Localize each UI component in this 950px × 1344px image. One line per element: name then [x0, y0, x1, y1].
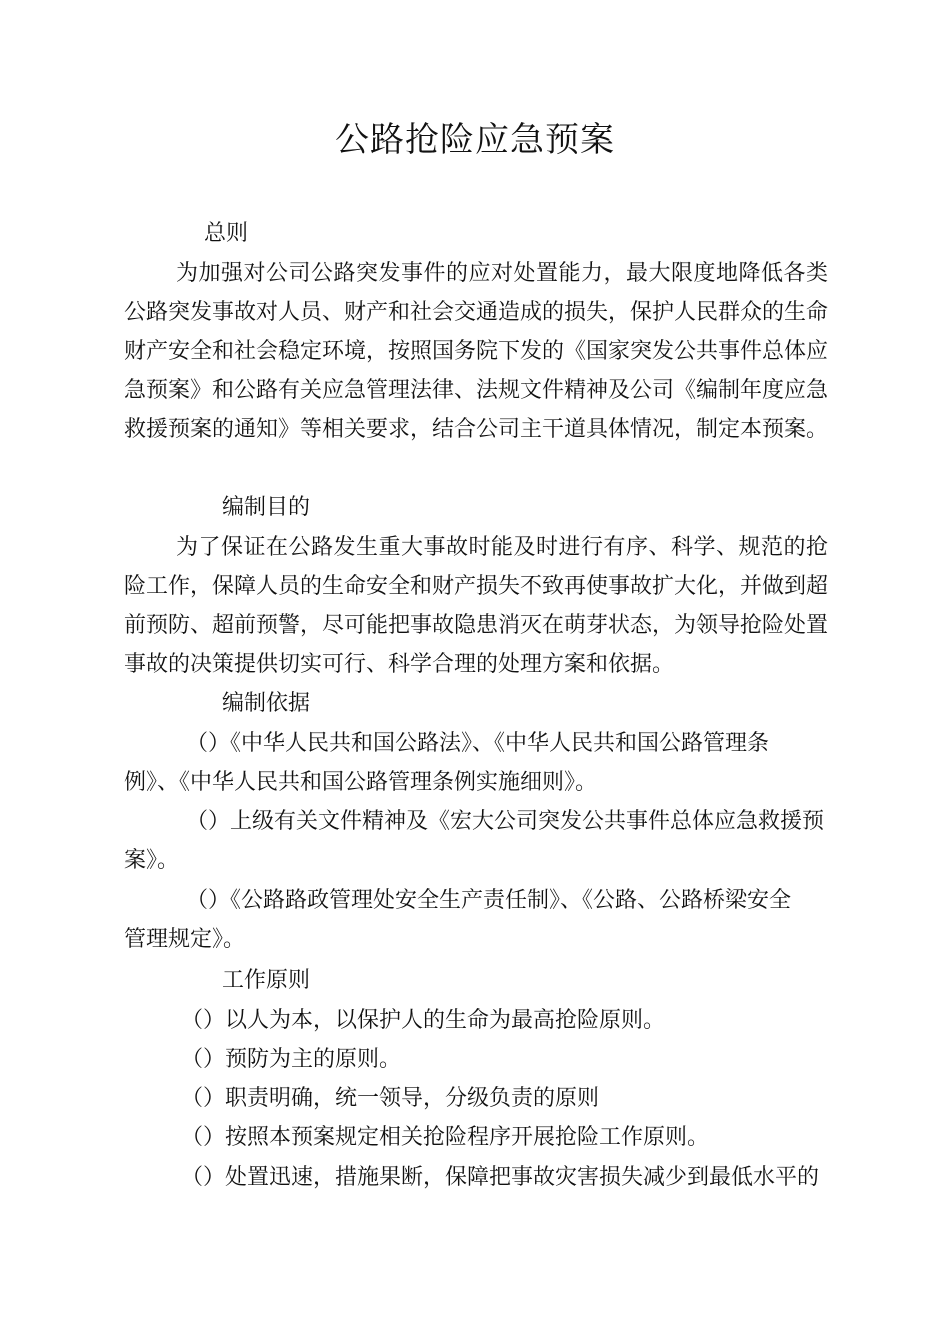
document-title: 公路抢险应急预案: [335, 120, 615, 160]
principle-item: （）以人为本，以保护人的生命为最高抢险原则。: [181, 1008, 666, 1033]
general-paragraph: 为加强对公司公路突发事件的应对处置能力，最大限度地降低各类公路突发事故对人员、财产和社会交通造成的损失，保护人民群众的生命财产安全和社会稳定环境，按照国务院下发的《国家突发公共事件总体应急预案》和公路有关应急管理法律、法规文件精神及公司《编制年度应急救援预案的通知》等相关要求，结合公司主干道具体情况，制定本预案。: [124, 261, 829, 442]
principle-item: （）处置迅速，措施果断，保障把事故灾害损失减少到最低水平的: [181, 1165, 820, 1190]
section-heading-general: 总则: [204, 221, 249, 246]
basis-item-line: （）《中华人民共和国公路法》、《中华人民共和国公路管理条: [186, 731, 770, 756]
basis-item-line: （）《公路路政管理处安全生产责任制》、《公路、公路桥梁安全: [186, 888, 792, 913]
principle-item: （）职责明确，统一领导，分级负责的原则: [181, 1086, 600, 1111]
basis-item-line: 例》、《中华人民共和国公路管理条例实施细则》。: [124, 770, 598, 795]
basis-item-line: 案》。: [124, 848, 180, 873]
principle-item: （）预防为主的原则。: [181, 1047, 402, 1072]
section-heading-principles: 工作原则: [222, 968, 311, 993]
section-heading-purpose: 编制目的: [222, 495, 311, 520]
basis-item-line: 管理规定》。: [124, 927, 246, 952]
section-heading-basis: 编制依据: [222, 691, 311, 716]
purpose-paragraph: 为了保证在公路发生重大事故时能及时进行有序、科学、规范的抢险工作，保障人员的生命安全和财产损失不致再使事故扩大化，并做到超前预防、超前预警，尽可能把事故隐患消灭在萌芽状态，为领导抢险处置事故的决策提供切实可行、科学合理的处理方案和依据。: [124, 535, 829, 677]
basis-item-line: （）上级有关文件精神及《宏大公司突发公共事件总体应急救援预: [186, 809, 825, 834]
basis-item: [124, 724, 828, 802]
basis-item: [124, 802, 828, 880]
basis-item: [124, 881, 828, 959]
principle-item: （）按照本预案规定相关抢险程序开展抢险工作原则。: [181, 1125, 710, 1150]
